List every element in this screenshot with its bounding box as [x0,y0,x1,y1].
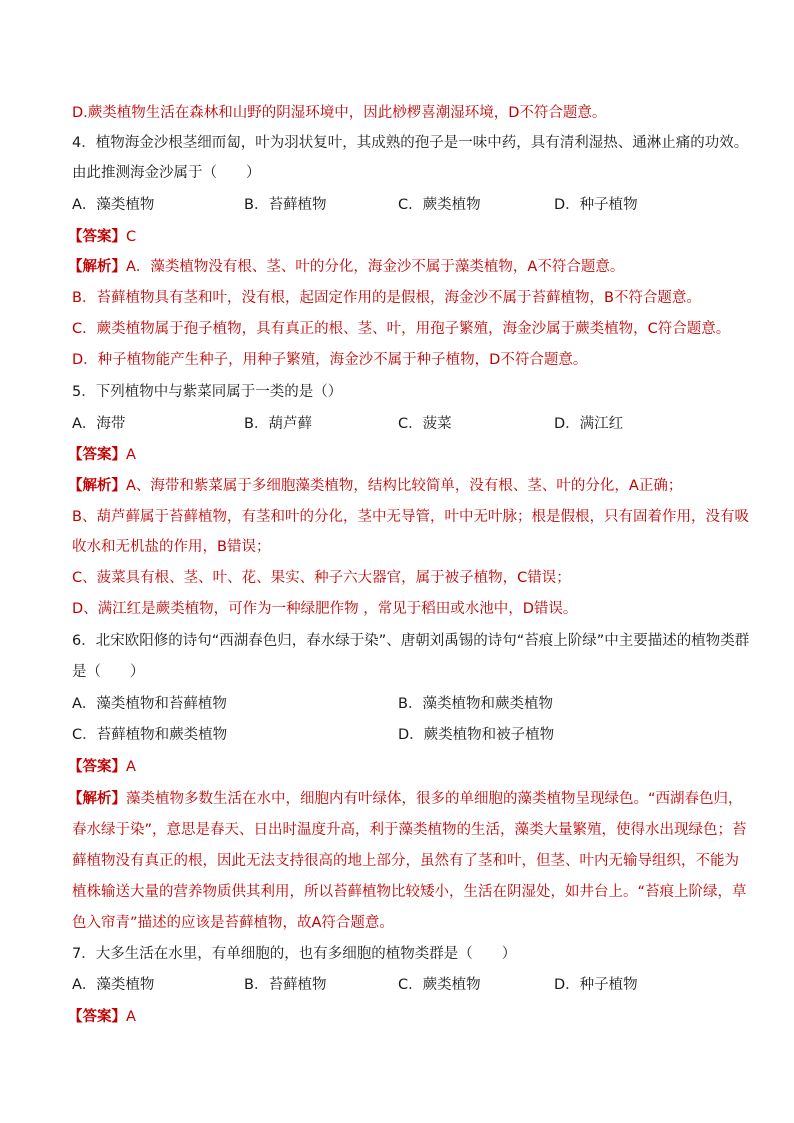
answer-tag: 【答案】 [68,759,126,775]
q6-answer [68,757,136,777]
q4-option-d: D．种子植物 [554,197,638,213]
q7-option-c: C．蕨类植物 [398,977,481,993]
q4-explanation-3: C．蕨类植物属于孢子植物，具有真正的根、茎、叶，用孢子繁殖，海金沙属于蕨类植物，C符合题意。 [72,321,731,337]
q7-answer [68,1007,136,1027]
q4-option-c: C．蕨类植物 [398,197,481,213]
q5-explanation-3: 收水和无机盐的作用，B错误； [72,539,271,555]
question-6-stem-line2: 是（ ） [72,664,145,680]
q6-explanation-2: 春水绿于染”，意思是春天、日出时温度升高，利于藻类植物的生活，藻类大量繁殖，使得水出现绿色；苔 [72,822,747,838]
q4-option-b: B．苔藓植物 [244,197,327,213]
explanation-text: A、海带和紫菜属于多细胞藻类植物，结构比较简单，没有根、茎、叶的分化，A正确； [126,478,683,494]
q6-option-a: A．藻类植物和苔藓植物 [72,696,227,712]
q7-option-d: D．种子植物 [554,977,638,993]
q5-explanation-1 [68,476,682,496]
q5-option-c: C．菠菜 [398,416,452,432]
answer-tag: 【答案】 [68,229,126,245]
explanation-tag: 【解析】 [68,259,126,275]
q5-explanation-4: C、菠菜具有根、茎、叶、花、果实、种子六大器官，属于被子植物，C错误； [72,570,571,586]
question-5-stem: 5．下列植物中与紫菜同属于一类的是（） [72,384,343,400]
explanation-text: A．藻类植物没有根、茎、叶的分化，海金沙不属于藻类植物，A不符合题意。 [126,259,625,275]
q5-option-d: D．满江红 [554,416,624,432]
q5-explanation-2: B、葫芦藓属于苔藓植物，有茎和叶的分化，茎中无导管，叶中无叶脉；根是假根，只有固着作用，没有吸 [72,509,749,525]
q6-explanation-5: 色入帘青”描述的应该是苔藓植物，故A符合题意。 [72,915,394,931]
explanation-tag: 【解析】 [68,791,126,807]
q4-option-a: A．藻类植物 [72,197,155,213]
answer-tag: 【答案】 [68,1009,126,1025]
answer-value: A [126,447,136,463]
prev-explanation-d: D.蕨类植物生活在森林和山野的阴湿环境中，因此桫椤喜潮湿环境，D不符合题意。 [72,105,607,121]
answer-tag: 【答案】 [68,447,126,463]
q6-explanation-4: 植株输送大量的营养物质供其利用，所以苔藓植物比较矮小，生活在阴湿处，如井台上。“苔痕上阶绿，草 [72,884,747,900]
question-4-stem-line1: 4．植物海金沙根茎细而匐，叶为羽状复叶，其成熟的孢子是一味中药，具有清利湿热、通淋止痛的功效。 [72,135,749,151]
q4-explanation-4: D．种子植物能产生种子，用种子繁殖，海金沙不属于种子植物，D不符合题意。 [72,352,588,368]
question-7-stem: 7．大多生活在水里，有单细胞的，也有多细胞的植物类群是（ ） [72,946,517,962]
q6-option-d: D．蕨类植物和被子植物 [398,727,555,743]
q5-explanation-5: D、满江红是蕨类植物，可作为一种绿肥作物 ，常见于稻田或水池中，D错误。 [72,601,578,617]
explanation-tag: 【解析】 [68,478,126,494]
question-6-stem-line1: 6．北宋欧阳修的诗句“西湖春色归，春水绿于染”、唐朝刘禹锡的诗句“苔痕上阶绿”中主要描述的植物类群 [72,633,750,649]
q6-option-b: B．藻类植物和蕨类植物 [398,696,553,712]
q7-option-a: A．藻类植物 [72,977,155,993]
q5-option-b: B．葫芦藓 [244,416,312,432]
q5-answer [68,445,136,465]
answer-value: A [126,1009,136,1025]
q7-option-b: B．苔藓植物 [244,977,327,993]
explanation-text: 藻类植物多数生活在水中，细胞内有叶绿体，很多的单细胞的藻类植物呈现绿色。“西湖春色归， [126,791,743,807]
q4-answer [68,227,136,247]
question-4-stem-line2: 由此推测海金沙属于（ ） [72,165,261,181]
q6-option-c: C．苔藓植物和蕨类植物 [72,727,228,743]
answer-value: A [126,759,136,775]
q4-explanation-1 [68,257,624,277]
q5-option-a: A．海带 [72,416,126,432]
q4-explanation-2: B．苔藓植物具有茎和叶，没有根，起固定作用的是假根，海金沙不属于苔藓植物，B不符合题意。 [72,290,701,306]
answer-value: C [126,229,137,245]
q6-explanation-1 [68,789,743,809]
q6-explanation-3: 藓植物没有真正的根，因此无法支持很高的地上部分，虽然有了茎和叶，但茎、叶内无输导组织，不能为 [72,853,739,869]
